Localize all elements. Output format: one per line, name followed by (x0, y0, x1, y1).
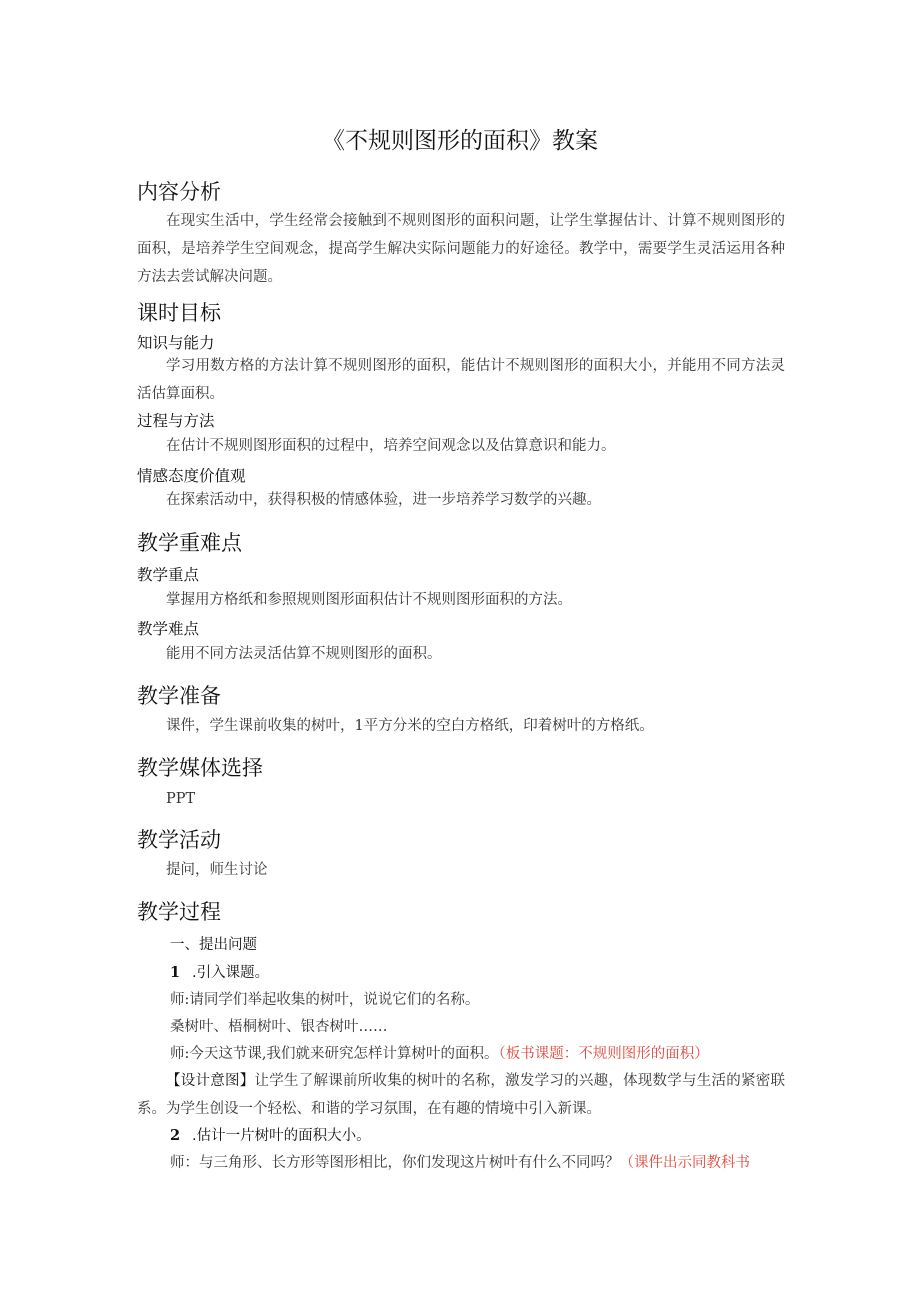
heading-key-points: 教学重难点 (137, 531, 242, 555)
heading-knowledge: 知识与能力 (137, 334, 215, 352)
dialog-line-4 (170, 1151, 750, 1172)
step-1-label: .引入课题。 (192, 965, 270, 981)
heading-emotion: 情感态度价值观 (137, 467, 246, 485)
design-intent (137, 1067, 785, 1123)
heading-process-method: 过程与方法 (137, 412, 215, 430)
step-2-label: .估计一片树叶的面积大小。 (192, 1128, 371, 1144)
process-method-text: 在估计不规则图形面积的过程中，培养空间观念以及估算意识和能力。 (166, 438, 616, 454)
heading-difficult: 教学难点 (137, 620, 200, 638)
heading-process: 教学过程 (137, 900, 221, 924)
dialog-line-1: 师:请同学们举起收集的树叶，说说它们的名称。 (170, 992, 480, 1008)
dialog-line-2: 桑树叶、梧桐树叶、银杏树叶…… (170, 1019, 388, 1035)
heading-content-analysis: 内容分析 (137, 180, 221, 204)
knowledge-text: 学习用数方格的方法计算不规则图形的面积，能估计不规则图形的面积大小，并能用不同方法灵活估算面积。 (137, 358, 785, 402)
heading-key: 教学重点 (137, 566, 200, 584)
preparation-text: 课件，学生课前收集的树叶，1平方分米的空白方格纸，印着树叶的方格纸。 (166, 718, 654, 734)
dialog-line-3-main: 师:今天这节课,我们就来研究怎样计算树叶的面积。 (170, 1046, 499, 1062)
heading-activity: 教学活动 (137, 828, 221, 852)
courseware-note: （课件出示同教科书 (619, 1155, 750, 1171)
dialog-line-3 (170, 1042, 709, 1063)
design-intent-label: 【设计意图】 (166, 1073, 255, 1089)
heading-objectives: 课时目标 (137, 301, 221, 325)
content-analysis-text: 在现实生活中，学生经常会接触到不规则图形的面积问题，让学生掌握估计、计算不规则图形的面积，是培养学生空间观念，提高学生解决实际问题能力的好途径。教学中，需要学生灵活运用各种方法去尝试解决问题。 (137, 213, 785, 285)
difficult-text: 能用不同方法灵活估算不规则图形的面积。 (166, 646, 442, 662)
board-note: （板书课题：不规则图形的面积） (498, 1046, 709, 1062)
step-1-number: 1 (170, 964, 181, 981)
dialog-line-4-main: 师：与三角形、长方形等图形相比，你们发现这片树叶有什么不同吗？ (170, 1155, 620, 1171)
key-text: 掌握用方格纸和参照规则图形面积估计不规则图形面积的方法。 (166, 592, 572, 608)
heading-media: 教学媒体选择 (137, 756, 263, 780)
emotion-text: 在探索活动中，获得积极的情感体验，进一步培养学习数学的兴趣。 (166, 492, 601, 508)
step-2-number: 2 (170, 1127, 181, 1144)
design-intent-text: 让学生了解课前所收集的树叶的名称，激发学习的兴趣，体现数学与生活的紧密联系。为学生创设一个轻松、和谐的学习氛围，在有趣的情境中引入新课。 (137, 1073, 786, 1117)
heading-preparation: 教学准备 (137, 684, 221, 708)
media-text: PPT (166, 791, 196, 807)
section-raise-question: 一、提出问题 (170, 937, 257, 953)
step-2 (170, 1124, 371, 1145)
document-title: 《不规则图形的面积》教案 (322, 128, 598, 154)
step-1 (170, 961, 269, 982)
activity-text: 提问，师生讨论 (166, 862, 268, 878)
